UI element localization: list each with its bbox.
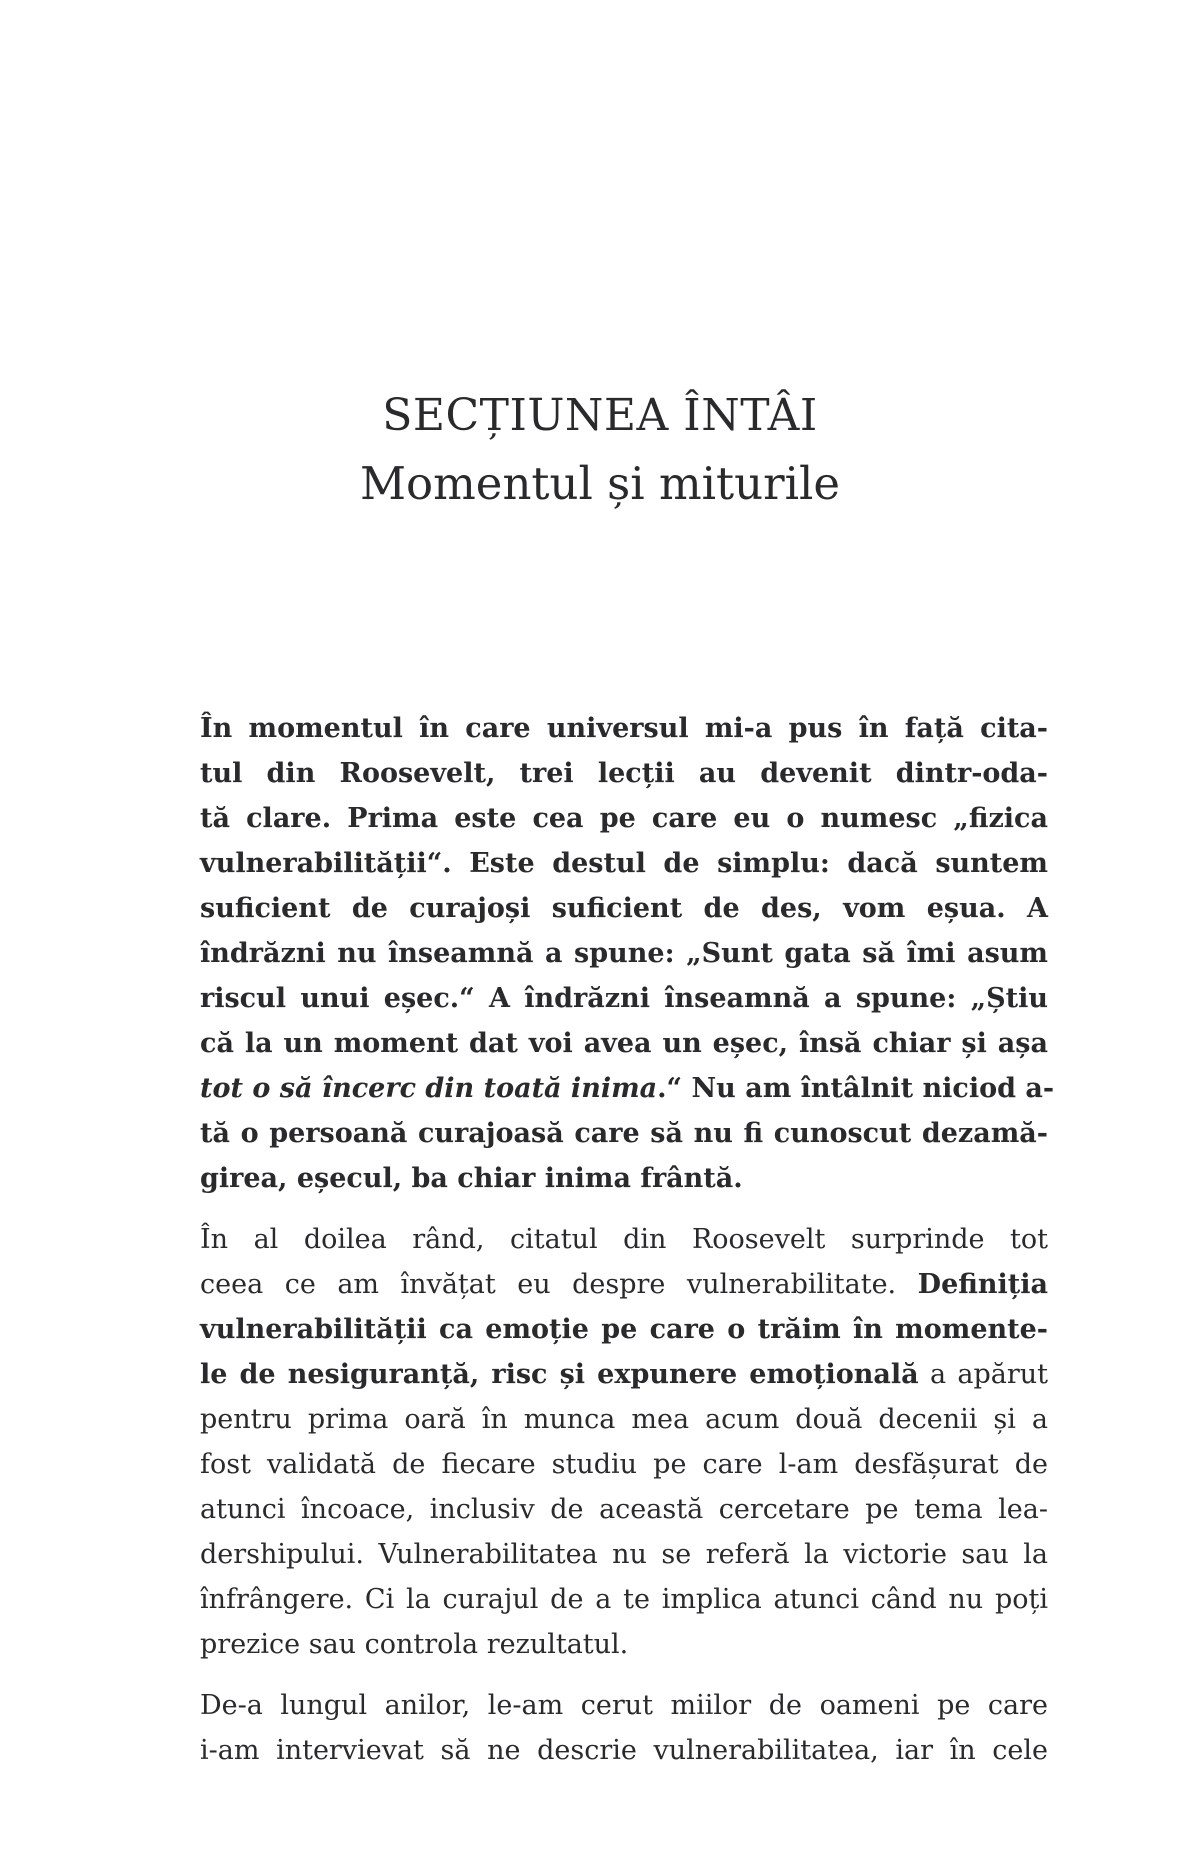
- text-line: [200, 1577, 1048, 1622]
- text-run: vulnerabilității“. Este destul de simplu: dacă suntem: [200, 848, 1048, 879]
- text-line: [200, 1397, 1048, 1442]
- text-line: [200, 841, 1048, 886]
- text-run: atunci încoace, inclusiv de această cercetare pe tema lea-: [200, 1494, 1048, 1525]
- text-run: suficient de curajoși suficient de des, vom eșua. A: [200, 893, 1048, 924]
- text-line: [200, 706, 1048, 751]
- text-run: fost validată de fiecare studiu pe care l-am desfășurat de: [200, 1449, 1048, 1480]
- text-line: [200, 1352, 1048, 1397]
- text-line: [200, 1021, 1048, 1066]
- paragraph-2: [200, 1217, 1048, 1667]
- text-run: tă clare. Prima este cea pe care eu o numesc „fizica: [200, 803, 1048, 834]
- text-run: În al doilea rând, citatul din Roosevelt surprinde tot: [200, 1224, 1048, 1255]
- text-run: i-am intervievat să ne descrie vulnerabilitatea, iar în cele: [200, 1735, 1048, 1766]
- text-run: Definiția: [917, 1269, 1048, 1300]
- text-line: [200, 1622, 1048, 1667]
- text-run: înfrângere. Ci la curajul de a te implica atunci când nu poți: [200, 1584, 1048, 1615]
- text-line: [200, 886, 1048, 931]
- text-line: [200, 796, 1048, 841]
- text-line: [200, 1307, 1048, 1352]
- text-run: îndrăzni nu înseamnă a spune: „Sunt gata să îmi asum: [200, 938, 1048, 969]
- text-line: [200, 1111, 1048, 1156]
- text-run: tul din Roosevelt, trei lecții au devenit dintr-oda-: [200, 758, 1048, 789]
- text-line: [200, 1728, 1048, 1773]
- text-line: [200, 1683, 1048, 1728]
- text-line: [200, 1532, 1048, 1577]
- text-line: [200, 1262, 1048, 1307]
- text-line: [200, 931, 1048, 976]
- text-run: .“ Nu am întâlnit niciod a-: [657, 1073, 1055, 1104]
- paragraph-1: [200, 706, 1055, 1201]
- text-line: [200, 1066, 1055, 1111]
- text-run: tă o persoană curajoasă care să nu fi cunoscut dezamă-: [200, 1118, 1048, 1149]
- text-run: le de nesiguranță, risc și expunere emoțională: [200, 1359, 919, 1390]
- text-run: vulnerabilității ca emoție pe care o trăim în momente-: [200, 1314, 1048, 1345]
- text-run: girea, eșecul, ba chiar inima frântă.: [200, 1163, 743, 1194]
- text-run: În momentul în care universul mi-a pus în față cita-: [200, 713, 1048, 744]
- text-line: [200, 1442, 1048, 1487]
- text-run: ceea ce am învățat eu despre vulnerabilitate.: [200, 1269, 918, 1300]
- text-run: că la un moment dat voi avea un eșec, însă chiar și așa: [200, 1028, 1048, 1059]
- text-line: [200, 1217, 1048, 1262]
- text-run: a apărut: [918, 1359, 1048, 1390]
- section-title: Momentul și miturile: [359, 457, 841, 510]
- text-run: De-a lungul anilor, le-am cerut miilor de oameni pe care: [200, 1690, 1048, 1721]
- text-line: [200, 976, 1048, 1021]
- text-line: [200, 1156, 1048, 1201]
- paragraph-3: [200, 1683, 1048, 1773]
- text-line: [200, 751, 1048, 796]
- text-run: pentru prima oară în munca mea acum două decenii și a: [200, 1404, 1048, 1435]
- section-label: SECȚIUNEA ÎNTÂI: [382, 390, 818, 441]
- text-run: riscul unui eșec.“ A îndrăzni înseamnă a spune: „Știu: [200, 983, 1048, 1014]
- text-run: prezice sau controla rezultatul.: [200, 1629, 629, 1660]
- body-text: [200, 706, 1055, 1773]
- text-run: dershipului. Vulnerabilitatea nu se referă la victorie sau la: [200, 1539, 1048, 1570]
- text-run: tot o să încerc din toată inima: [200, 1073, 658, 1104]
- text-line: [200, 1487, 1048, 1532]
- section-heading: [0, 388, 1200, 512]
